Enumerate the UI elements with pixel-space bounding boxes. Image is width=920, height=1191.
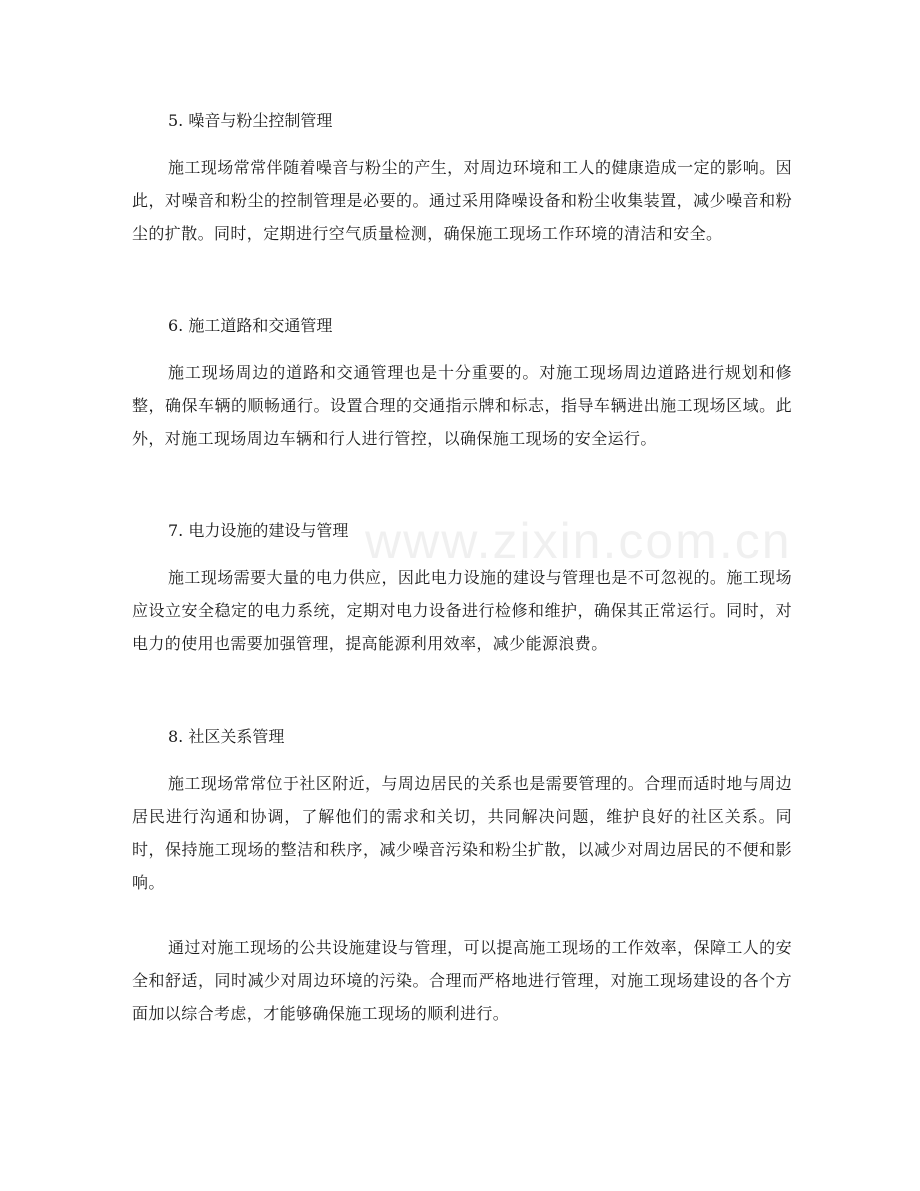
section-heading-8: 8. 社区关系管理	[168, 727, 285, 746]
section-heading-7: 7. 电力设施的建设与管理	[168, 521, 349, 540]
section-paragraph-7: 施工现场需要大量的电力供应，因此电力设施的建设与管理也是不可忽视的。施工现场应设立安全稳定的电力系统，定期对电力设备进行检修和维护，确保其正常运行。同时，对电力的使用也需要加强管理，提高能源利用效率，减少能源浪费。	[132, 568, 792, 653]
section-heading-6: 6. 施工道路和交通管理	[168, 316, 333, 335]
watermark: www.zixin.com.cn	[365, 513, 792, 569]
section-paragraph-8: 施工现场常常位于社区附近，与周边居民的关系也是需要管理的。合理而适时地与周边居民进行沟通和协调，了解他们的需求和关切，共同解决问题，维护良好的社区关系。同时，保持施工现场的整洁和秩序，减少噪音污染和粉尘扩散，以减少对周边居民的不便和影响。	[132, 774, 792, 892]
conclusion-paragraph: 通过对施工现场的公共设施建设与管理，可以提高施工现场的工作效率，保障工人的安全和舒适，同时减少对周边环境的污染。合理而严格地进行管理，对施工现场建设的各个方面加以综合考虑，才能够确保施工现场的顺利进行。	[132, 938, 792, 1023]
section-heading-5: 5. 噪音与粉尘控制管理	[168, 111, 333, 130]
section-paragraph-5: 施工现场常常伴随着噪音与粉尘的产生，对周边环境和工人的健康造成一定的影响。因此，对噪音和粉尘的控制管理是必要的。通过采用降噪设备和粉尘收集装置，减少噪音和粉尘的扩散。同时，定期进行空气质量检测，确保施工现场工作环境的清洁和安全。	[132, 158, 792, 243]
section-paragraph-6: 施工现场周边的道路和交通管理也是十分重要的。对施工现场周边道路进行规划和修整，确保车辆的顺畅通行。设置合理的交通指示牌和标志，指导车辆进出施工现场区域。此外，对施工现场周边车辆和行人进行管控，以确保施工现场的安全运行。	[132, 363, 792, 448]
